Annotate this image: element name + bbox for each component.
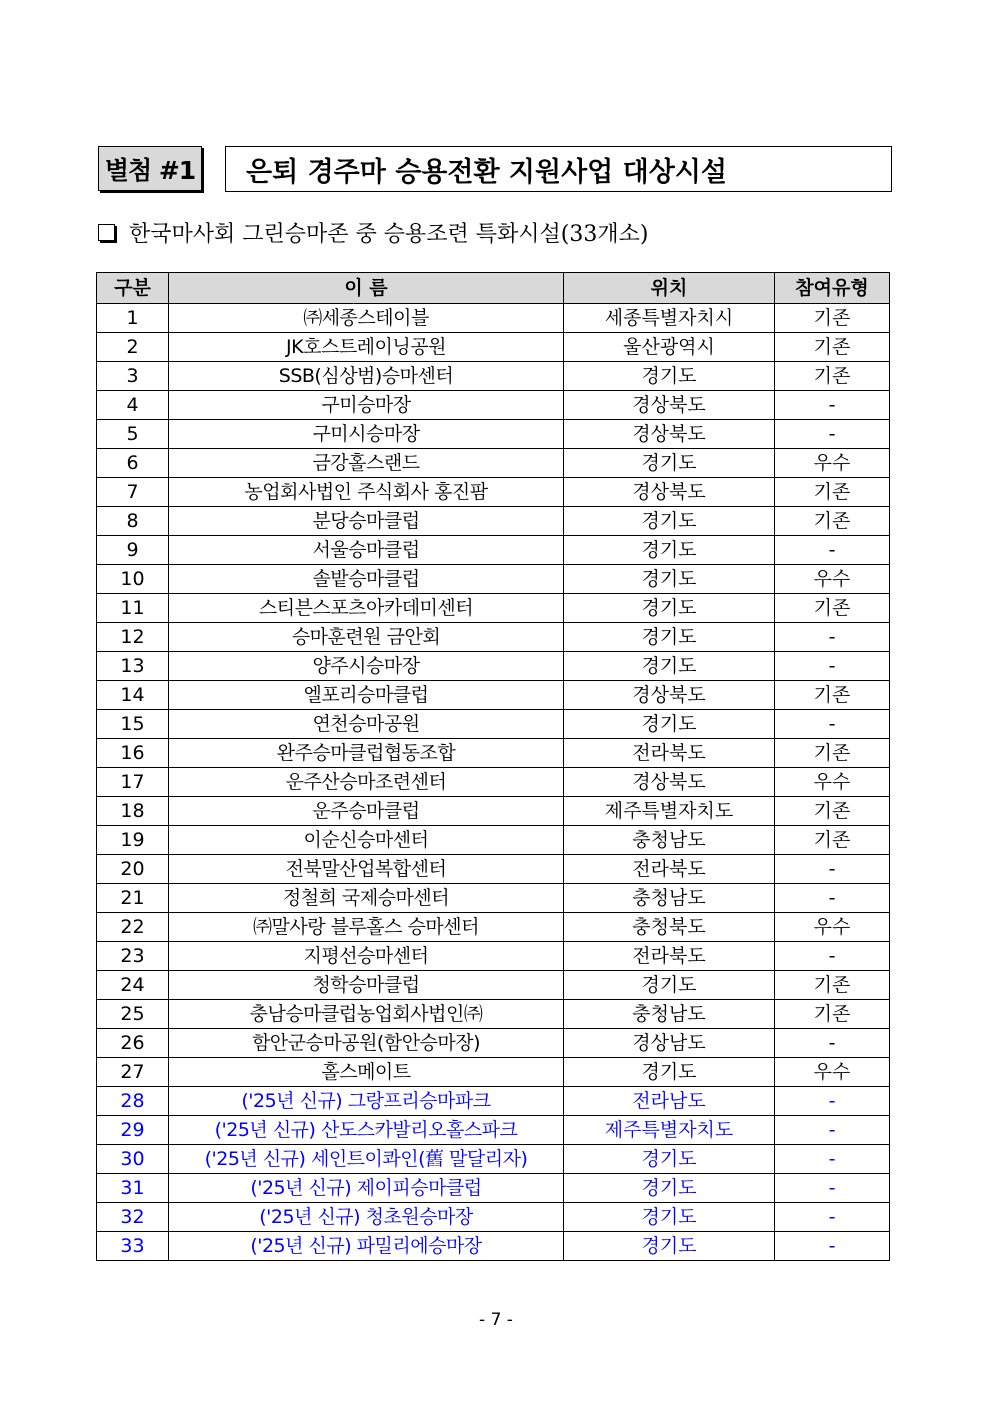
table-row [97, 536, 890, 565]
cell-name: ('25년 신규) 그랑프리승마파크 [169, 1087, 564, 1116]
cell-type: - [775, 884, 890, 913]
cell-name: ('25년 신규) 산도스카발리오홀스파크 [169, 1116, 564, 1145]
cell-location: 전라북도 [564, 942, 775, 971]
cell-type: 기존 [775, 304, 890, 333]
cell-no: 15 [97, 710, 169, 739]
cell-no: 10 [97, 565, 169, 594]
cell-location: 충청남도 [564, 1000, 775, 1029]
cell-location: 경기도 [564, 710, 775, 739]
cell-no: 19 [97, 826, 169, 855]
header-name: 이 름 [169, 273, 564, 304]
table-row [97, 362, 890, 391]
cell-type: - [775, 855, 890, 884]
cell-type: - [775, 1087, 890, 1116]
cell-no: 25 [97, 1000, 169, 1029]
cell-type: 우수 [775, 1058, 890, 1087]
cell-location: 경상북도 [564, 681, 775, 710]
cell-no: 26 [97, 1029, 169, 1058]
cell-type: 기존 [775, 594, 890, 623]
table-header-row [97, 273, 890, 304]
table-row [97, 1232, 890, 1261]
cell-type: 우수 [775, 768, 890, 797]
cell-no: 3 [97, 362, 169, 391]
cell-no: 11 [97, 594, 169, 623]
table-row [97, 681, 890, 710]
cell-location: 경기도 [564, 1174, 775, 1203]
cell-name: 운주산승마조련센터 [169, 768, 564, 797]
cell-location: 제주특별자치도 [564, 797, 775, 826]
cell-name: 솔밭승마클럽 [169, 565, 564, 594]
cell-name: 양주시승마장 [169, 652, 564, 681]
cell-type: 기존 [775, 681, 890, 710]
cell-no: 30 [97, 1145, 169, 1174]
cell-no: 4 [97, 391, 169, 420]
cell-location: 경기도 [564, 565, 775, 594]
cell-name: 연천승마공원 [169, 710, 564, 739]
cell-name: 지평선승마센터 [169, 942, 564, 971]
cell-name: 충남승마클럽농업회사법인㈜ [169, 1000, 564, 1029]
cell-type: 기존 [775, 971, 890, 1000]
cell-location: 경기도 [564, 507, 775, 536]
cell-type: 기존 [775, 333, 890, 362]
cell-name: 완주승마클럽협동조합 [169, 739, 564, 768]
cell-no: 21 [97, 884, 169, 913]
cell-type: - [775, 710, 890, 739]
attachment-badge: 별첨 #1 [98, 146, 202, 191]
cell-no: 8 [97, 507, 169, 536]
table-body [97, 304, 890, 1261]
cell-name: 구미시승마장 [169, 420, 564, 449]
cell-location: 경기도 [564, 623, 775, 652]
cell-type: - [775, 1029, 890, 1058]
cell-name: ('25년 신규) 제이피승마클럽 [169, 1174, 564, 1203]
table-row [97, 391, 890, 420]
table-row [97, 1145, 890, 1174]
table-row [97, 1116, 890, 1145]
table-row [97, 652, 890, 681]
table-row [97, 304, 890, 333]
table-row [97, 797, 890, 826]
cell-type: - [775, 1203, 890, 1232]
table-row [97, 507, 890, 536]
cell-type: - [775, 652, 890, 681]
cell-no: 24 [97, 971, 169, 1000]
subtitle-text: 한국마사회 그린승마존 중 승용조련 특화시설(33개소) [129, 221, 649, 247]
cell-location: 경기도 [564, 449, 775, 478]
table-row [97, 1058, 890, 1087]
cell-type: - [775, 420, 890, 449]
cell-name: 농업회사법인 주식회사 홍진팜 [169, 478, 564, 507]
table-row [97, 739, 890, 768]
cell-no: 6 [97, 449, 169, 478]
cell-name: JK호스트레이닝공원 [169, 333, 564, 362]
cell-location: 경기도 [564, 594, 775, 623]
cell-location: 충청남도 [564, 884, 775, 913]
cell-location: 경상북도 [564, 420, 775, 449]
cell-name: 청학승마클럽 [169, 971, 564, 1000]
cell-name: 함안군승마공원(함안승마장) [169, 1029, 564, 1058]
cell-no: 1 [97, 304, 169, 333]
section-subtitle [96, 216, 648, 248]
table-row [97, 565, 890, 594]
cell-name: 운주승마클럽 [169, 797, 564, 826]
cell-location: 경상북도 [564, 391, 775, 420]
cell-type: 기존 [775, 797, 890, 826]
cell-location: 전라북도 [564, 855, 775, 884]
table-row [97, 623, 890, 652]
cell-name: ㈜말사랑 블루홀스 승마센터 [169, 913, 564, 942]
cell-type: 기존 [775, 478, 890, 507]
table-row [97, 1174, 890, 1203]
header-location: 위치 [564, 273, 775, 304]
cell-location: 경기도 [564, 652, 775, 681]
cell-name: 승마훈련원 금안회 [169, 623, 564, 652]
cell-name: 홀스메이트 [169, 1058, 564, 1087]
cell-name: 전북말산업복합센터 [169, 855, 564, 884]
table-row [97, 826, 890, 855]
cell-location: 세종특별자치시 [564, 304, 775, 333]
cell-type: 기존 [775, 362, 890, 391]
page-title: 은퇴 경주마 승용전환 지원사업 대상시설 [225, 146, 892, 192]
cell-type: - [775, 391, 890, 420]
cell-location: 경기도 [564, 362, 775, 391]
cell-no: 12 [97, 623, 169, 652]
cell-no: 33 [97, 1232, 169, 1261]
cell-name: ㈜세종스테이블 [169, 304, 564, 333]
table-row [97, 710, 890, 739]
cell-name: ('25년 신규) 파밀리에승마장 [169, 1232, 564, 1261]
cell-no: 22 [97, 913, 169, 942]
cell-type: - [775, 1145, 890, 1174]
title-row [98, 146, 893, 193]
cell-location: 경기도 [564, 971, 775, 1000]
checkbox-icon [98, 224, 115, 241]
cell-type: 기존 [775, 507, 890, 536]
cell-no: 20 [97, 855, 169, 884]
cell-type: 기존 [775, 739, 890, 768]
table-row [97, 942, 890, 971]
cell-type: - [775, 623, 890, 652]
cell-no: 28 [97, 1087, 169, 1116]
cell-name: 분당승마클럽 [169, 507, 564, 536]
cell-location: 충청남도 [564, 826, 775, 855]
cell-no: 5 [97, 420, 169, 449]
cell-type: 기존 [775, 826, 890, 855]
cell-name: 구미승마장 [169, 391, 564, 420]
table-row [97, 855, 890, 884]
cell-location: 경상북도 [564, 478, 775, 507]
table-row [97, 594, 890, 623]
cell-type: - [775, 1232, 890, 1261]
cell-type: 기존 [775, 1000, 890, 1029]
page-number: - 7 - [479, 1310, 513, 1330]
cell-type: 우수 [775, 565, 890, 594]
cell-name: 스티븐스포츠아카데미센터 [169, 594, 564, 623]
cell-type: 우수 [775, 449, 890, 478]
cell-name: ('25년 신규) 청초원승마장 [169, 1203, 564, 1232]
cell-name: 이순신승마센터 [169, 826, 564, 855]
cell-no: 13 [97, 652, 169, 681]
cell-location: 제주특별자치도 [564, 1116, 775, 1145]
cell-location: 전라남도 [564, 1087, 775, 1116]
cell-no: 31 [97, 1174, 169, 1203]
cell-name: 금강홀스랜드 [169, 449, 564, 478]
table-row [97, 420, 890, 449]
cell-name: 정철희 국제승마센터 [169, 884, 564, 913]
table-row [97, 1000, 890, 1029]
cell-no: 14 [97, 681, 169, 710]
cell-type: - [775, 1174, 890, 1203]
cell-location: 충청북도 [564, 913, 775, 942]
cell-type: - [775, 536, 890, 565]
cell-type: 우수 [775, 913, 890, 942]
cell-no: 7 [97, 478, 169, 507]
cell-location: 경상남도 [564, 1029, 775, 1058]
table-row [97, 333, 890, 362]
cell-location: 경기도 [564, 1145, 775, 1174]
cell-type: - [775, 942, 890, 971]
cell-location: 경기도 [564, 536, 775, 565]
cell-name: 엘포리승마클럽 [169, 681, 564, 710]
cell-name: 서울승마클럽 [169, 536, 564, 565]
table-row [97, 449, 890, 478]
cell-type: - [775, 1116, 890, 1145]
cell-no: 18 [97, 797, 169, 826]
cell-name: SSB(심상범)승마센터 [169, 362, 564, 391]
table-row [97, 913, 890, 942]
header-type: 참여유형 [775, 273, 890, 304]
cell-location: 경상북도 [564, 768, 775, 797]
header-no: 구분 [97, 273, 169, 304]
facilities-table [96, 272, 890, 1261]
cell-no: 29 [97, 1116, 169, 1145]
cell-no: 23 [97, 942, 169, 971]
cell-no: 27 [97, 1058, 169, 1087]
table-row [97, 1029, 890, 1058]
cell-no: 2 [97, 333, 169, 362]
cell-no: 32 [97, 1203, 169, 1232]
table-row [97, 478, 890, 507]
cell-name: ('25년 신규) 세인트이콰인(舊 말달리자) [169, 1145, 564, 1174]
table-row [97, 768, 890, 797]
cell-location: 울산광역시 [564, 333, 775, 362]
cell-no: 16 [97, 739, 169, 768]
table-row [97, 1203, 890, 1232]
cell-location: 경기도 [564, 1058, 775, 1087]
cell-no: 17 [97, 768, 169, 797]
table-row [97, 884, 890, 913]
table-row [97, 1087, 890, 1116]
table-row [97, 971, 890, 1000]
cell-location: 경기도 [564, 1232, 775, 1261]
cell-no: 9 [97, 536, 169, 565]
cell-location: 경기도 [564, 1203, 775, 1232]
cell-location: 전라북도 [564, 739, 775, 768]
